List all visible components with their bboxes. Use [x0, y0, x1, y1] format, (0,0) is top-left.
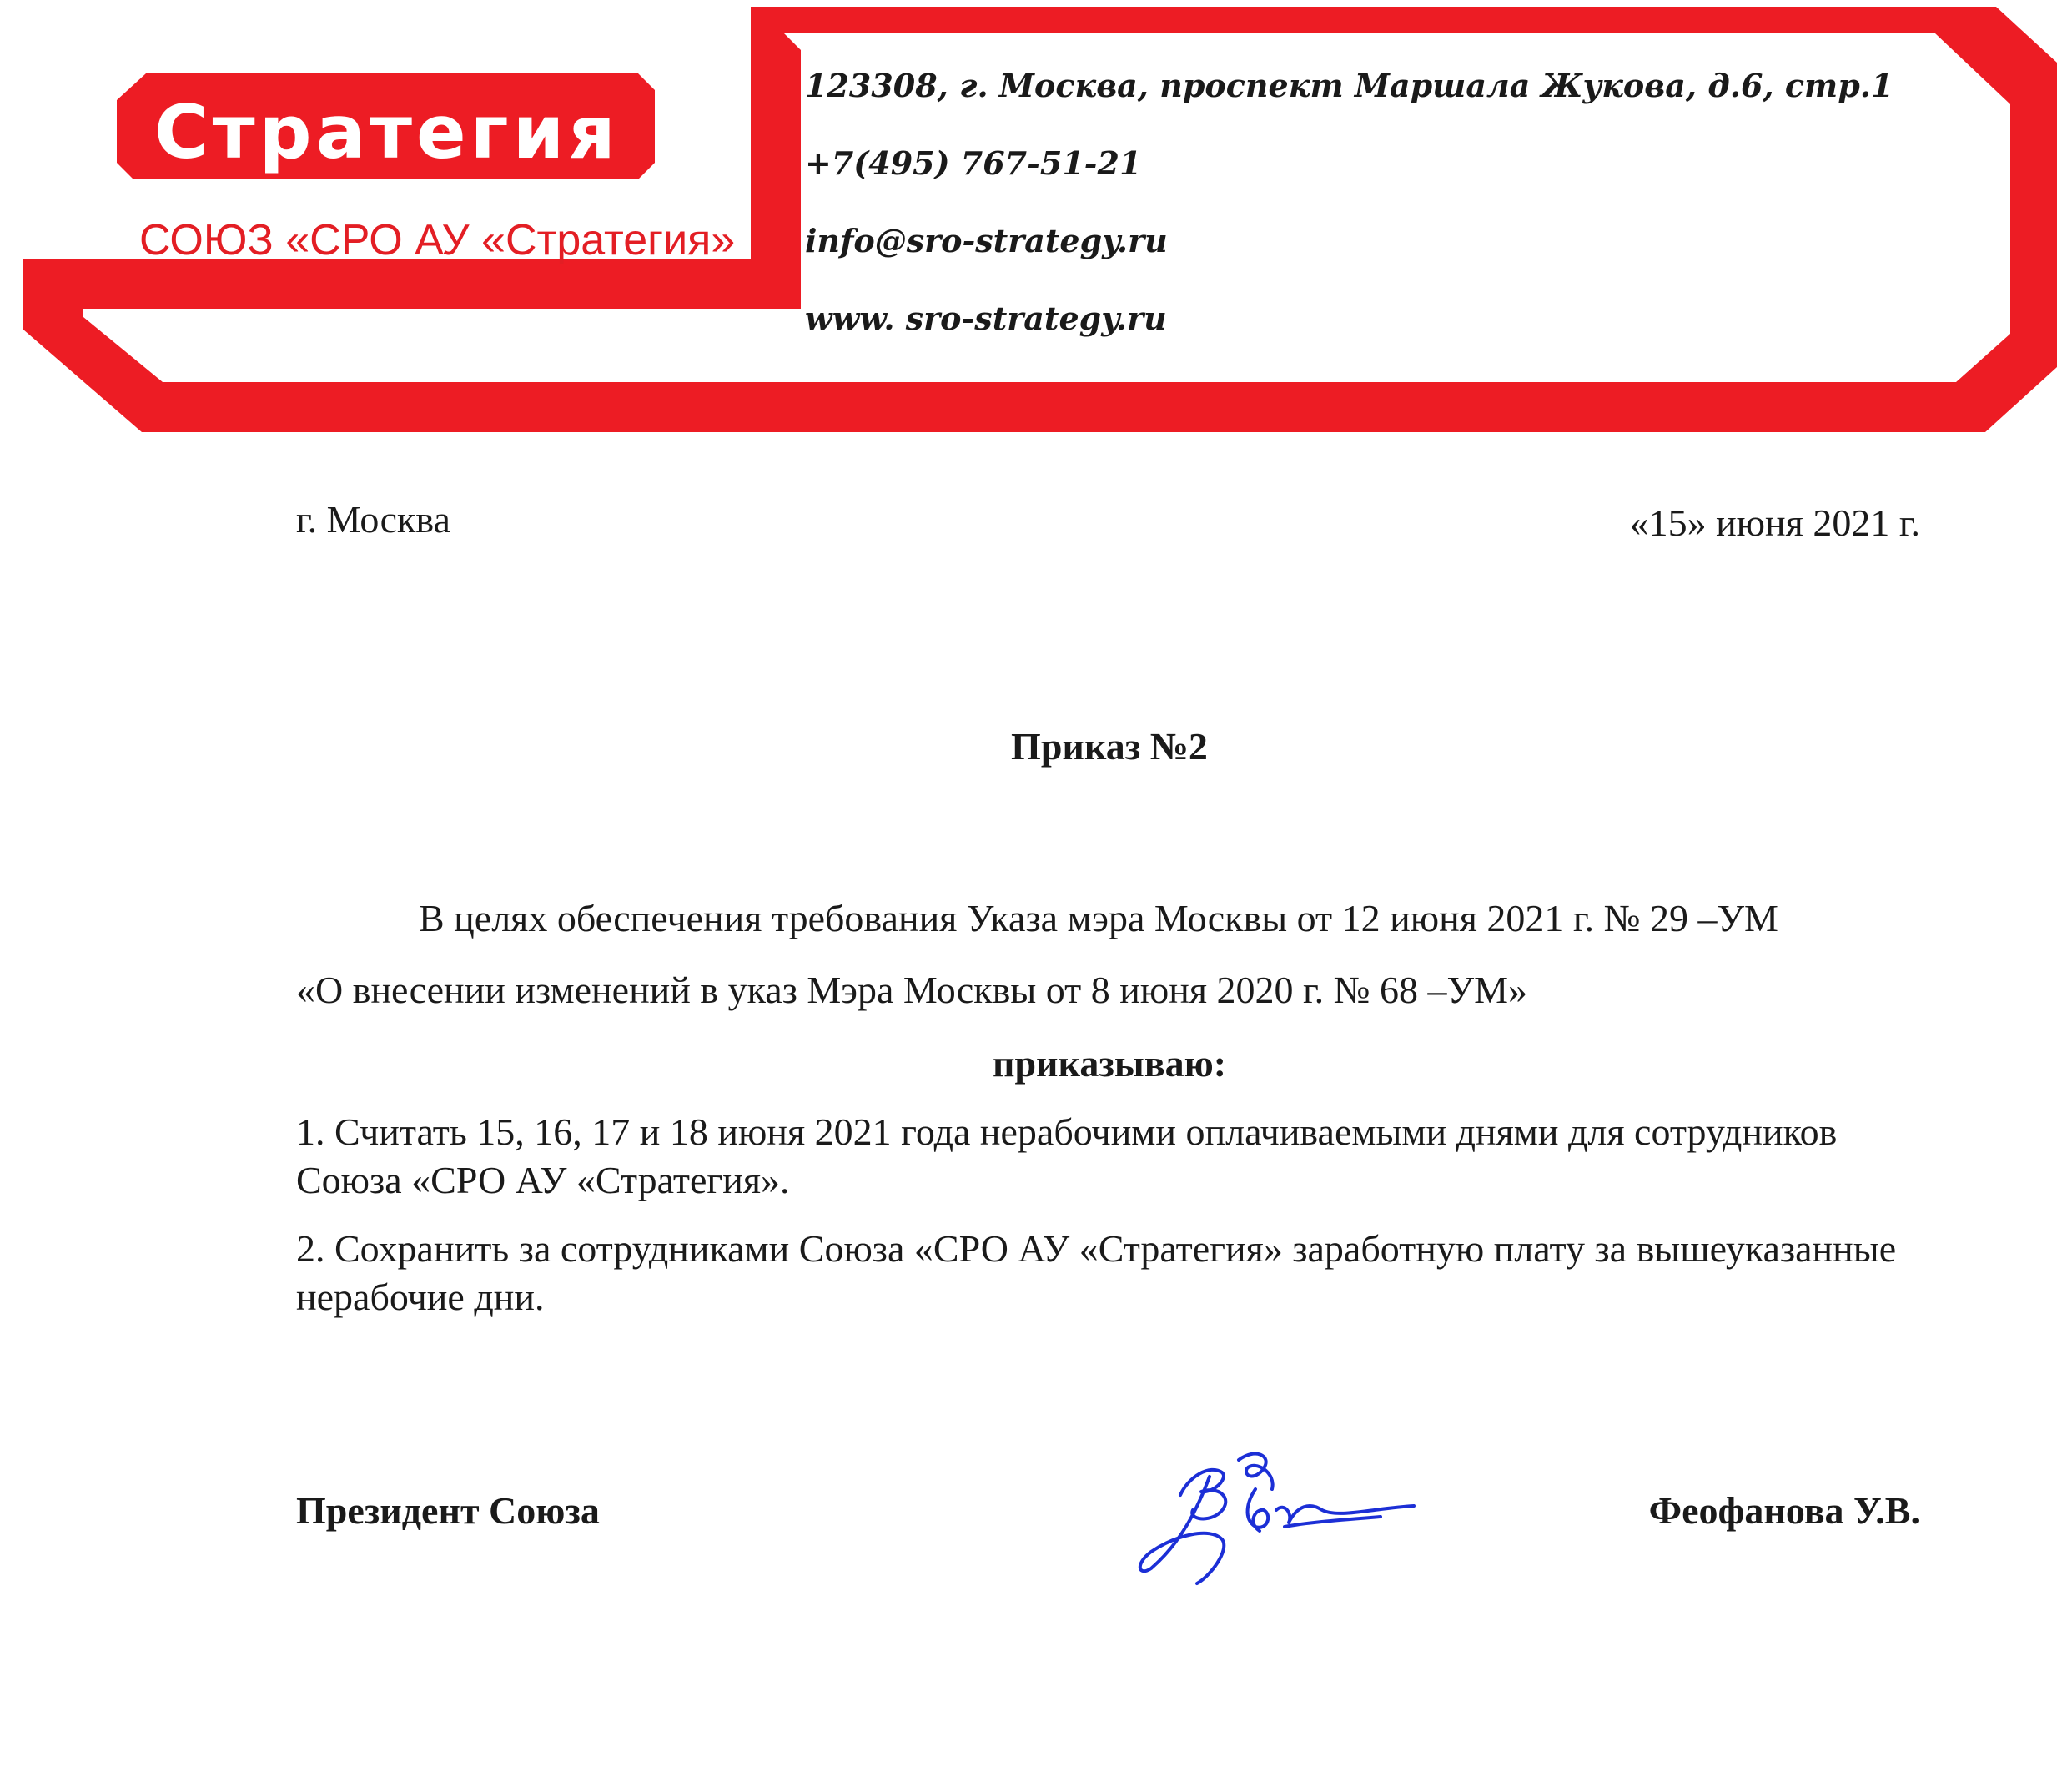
signer-name: Феофанова У.В. — [1648, 1489, 1920, 1532]
contact-address: 123308, г. Москва, проспект Маршала Жукова, д.6, стр.1 — [805, 67, 1894, 104]
document-city: г. Москва — [296, 498, 450, 541]
order-item-2: 2. Сохранить за сотрудниками Союза «СРО АУ «Стратегия» заработную плату за вышеуказанные нерабочие дни. — [296, 1227, 1897, 1318]
contact-website[interactable]: www. sro-strategy.ru — [805, 300, 1167, 337]
order-item-1: 1. Считать 15, 16, 17 и 18 июня 2021 года нерабочими оплачиваемыми днями для сотрудников Союза «СРО АУ «Стратегия». — [296, 1110, 1838, 1201]
handwritten-signature — [1130, 1443, 1418, 1589]
contact-phone: +7(495) 767-51-21 — [805, 144, 1142, 182]
preamble-line-1: В целях обеспечения требования Указа мэра Москвы от 12 июня 2021 г. № 29 –УМ — [419, 897, 1778, 939]
document-date: «15» июня 2021 г. — [1629, 501, 1920, 544]
logo-wordmark: Стратегия — [154, 89, 620, 175]
order-heading: приказываю: — [992, 1042, 1227, 1085]
document-title: Приказ №2 — [1011, 725, 1208, 768]
signer-position: Президент Союза — [296, 1489, 600, 1532]
organization-name: СОЮЗ «СРО АУ «Стратегия» — [139, 216, 736, 264]
preamble-line-2: «О внесении изменений в указ Мэра Москвы от 8 июня 2020 г. № 68 –УМ» — [296, 969, 1528, 1011]
contact-email[interactable]: info@sro-strategy.ru — [805, 222, 1168, 259]
